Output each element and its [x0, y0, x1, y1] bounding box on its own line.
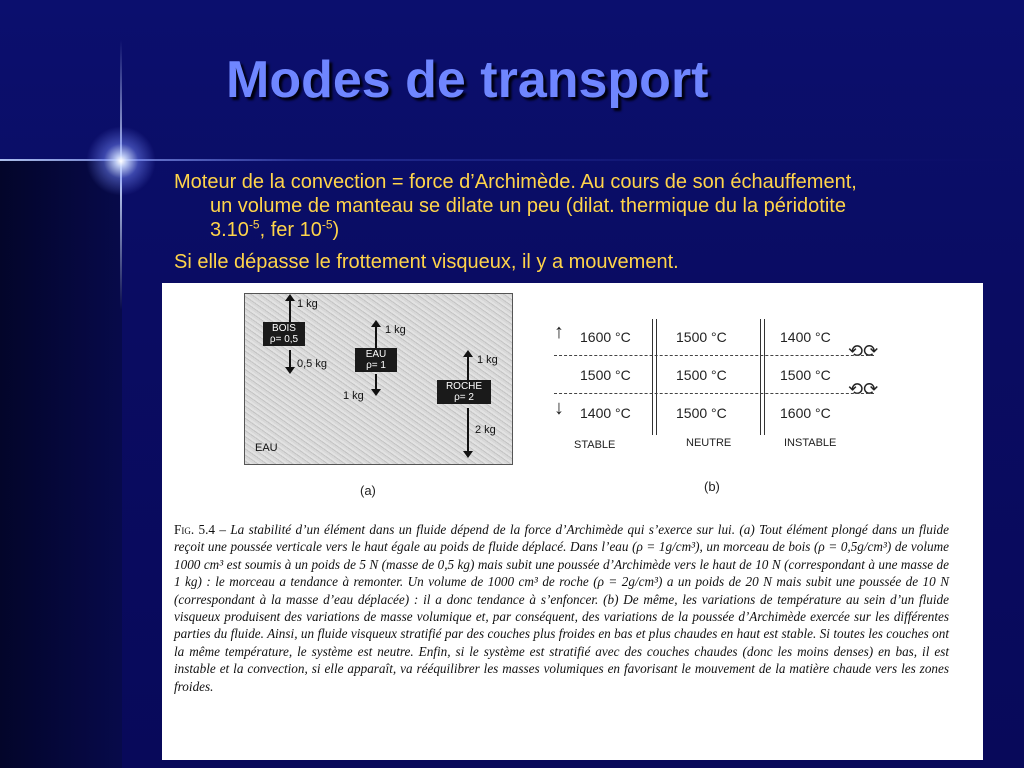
rotation-arrows-icon: ⟲⟳ — [848, 379, 879, 399]
left-dark-band — [0, 160, 122, 768]
arrow-down-icon — [375, 374, 377, 390]
separator — [760, 319, 761, 435]
rotation-arrows-icon: ⟲⟳ — [848, 341, 879, 361]
exponent-2: -5 — [321, 217, 333, 232]
instable-t2: 1500 °C — [780, 367, 831, 383]
caption-fig-number: Fig. 5.4 — [174, 522, 215, 537]
neutre-t3: 1500 °C — [676, 405, 727, 421]
exponent-1: -5 — [248, 217, 260, 232]
caption-b: (b) — [704, 479, 720, 494]
star-glow-icon — [86, 126, 156, 196]
bullet-1-end: ) — [332, 219, 340, 241]
neutre-t1: 1500 °C — [676, 329, 727, 345]
label-2kg: 2 kg — [475, 424, 496, 436]
label-neutre: NEUTRE — [686, 437, 732, 449]
roche-box: ROCHE ρ= 2 — [437, 380, 491, 404]
dashed-layer-line — [554, 393, 874, 394]
figure-image — [162, 283, 983, 760]
arrow-up-icon — [289, 300, 291, 322]
arrow-up-icon — [467, 356, 469, 380]
bois-box: BOIS ρ= 0,5 — [263, 322, 305, 346]
arrow-down-icon: ↓ — [554, 397, 564, 419]
bullet-1-mid: , fer 10 — [259, 219, 322, 241]
label-1kg-c: 1 kg — [343, 390, 364, 402]
bullet-1-line-1: Moteur de la convection = force d’Archimède. Au cours de son échauffement, — [174, 171, 857, 193]
separator — [656, 319, 657, 435]
panel-a-water-box — [244, 293, 513, 465]
label-eau: EAU — [255, 442, 278, 454]
arrow-up-icon — [375, 326, 377, 348]
label-05kg: 0,5 kg — [297, 358, 327, 370]
label-1kg-a: 1 kg — [297, 298, 318, 310]
arrow-down-icon — [289, 350, 291, 368]
stable-t2: 1500 °C — [580, 367, 631, 383]
separator — [652, 319, 653, 435]
label-1kg-d: 1 kg — [477, 354, 498, 366]
slide-title: Modes de transport — [226, 51, 709, 109]
bullet-2: Si elle dépasse le frottement visqueux, il y a mouvement. — [174, 251, 679, 273]
instable-t1: 1400 °C — [780, 329, 831, 345]
arrow-down-icon — [467, 408, 469, 452]
figure-caption — [174, 521, 949, 695]
caption-a: (a) — [360, 483, 376, 498]
label-stable: STABLE — [574, 439, 616, 451]
bullet-list — [174, 170, 1024, 274]
neutre-t2: 1500 °C — [676, 367, 727, 383]
bullet-1-pre: 3.10 — [210, 219, 249, 241]
separator — [764, 319, 765, 435]
arrow-up-icon: ↑ — [554, 321, 564, 343]
dashed-layer-line — [554, 355, 874, 356]
bullet-1-line-3 — [174, 218, 1024, 242]
label-1kg-b: 1 kg — [385, 324, 406, 336]
caption-body: – La stabilité d’un élément dans un fluide dépend de la force d’Archimède qui s’exerce sur lui. (a) Tout élément plongé dans un fluide reçoit une poussée verticale vers le haut égale au poids de fluide déplacé. Dans l’eau (ρ = 1g/cm³), un morceau de bois (ρ = 0,5g/cm³) de volume 1000 cm³ est soumis à un poids de 5 N (masse de 0,5 kg) mais subit une poussée d’Archimède vers le haut de 10 N (correspondant à une masse de 1 kg) : le morceau a tendance à remonter. Un volume de 1000 cm³ de roche (ρ = 2g/cm³) a un poids de 20 N mais subit une poussée de 10 N (correspondant à la masse d’eau déplacée) : il a donc tendance à s’enfoncer. (b) De même, les variations de température au sein d’un fluide visqueux produisent des variations de masse volumique et, par conséquent, des variations de la poussée d’Archimède exercée sur les différentes parties du fluide. Ainsi, un fluide visqueux stratifié par des couches plus froides en bas et plus chaudes en haut est stable. Si toutes les couches ont la même température, le système est neutre. Enfin, si le système est stratifié avec des couches chaudes (donc les moins denses) en bas, il est instable et la convection, si elle apparaît, va rééquilibrer les masses volumiques en favorisant le mouvement de la matière chaude vers les zones froides. — [174, 522, 949, 694]
bullet-1-line-2: un volume de manteau se dilate un peu (dilat. thermique du la péridotite — [210, 195, 846, 217]
instable-t3: 1600 °C — [780, 405, 831, 421]
label-instable: INSTABLE — [784, 437, 837, 449]
stable-t3: 1400 °C — [580, 405, 631, 421]
eau-box: EAU ρ= 1 — [355, 348, 397, 372]
stable-t1: 1600 °C — [580, 329, 631, 345]
